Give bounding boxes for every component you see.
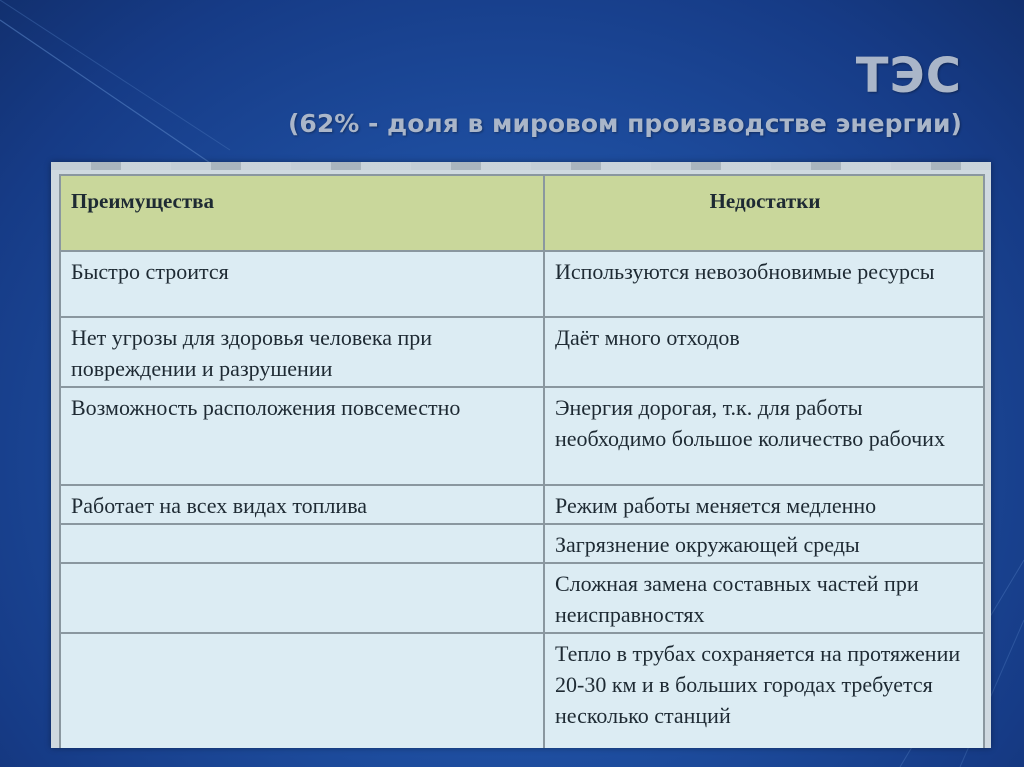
comparison-table-image	[51, 162, 991, 748]
pros-cons-table	[59, 174, 985, 748]
advantage-cell: Работает на всех видах топлива	[60, 485, 544, 524]
disadvantage-cell: Сложная замена составных частей при неисправностях	[544, 563, 984, 633]
advantage-cell: Нет угрозы для здоровья человека при повреждении и разрушении	[60, 317, 544, 387]
header-advantages: Преимущества	[60, 175, 544, 251]
advantage-cell	[60, 633, 544, 748]
slide-title-block	[288, 48, 962, 140]
advantage-cell: Быстро строится	[60, 251, 544, 317]
disadvantage-cell: Используются невозобновимые ресурсы	[544, 251, 984, 317]
cropped-text-remnant	[51, 162, 991, 170]
table-row	[60, 485, 984, 524]
disadvantage-cell: Энергия дорогая, т.к. для работы необходимо большое количество рабочих	[544, 387, 984, 485]
table-row	[60, 387, 984, 485]
table-header-row	[60, 175, 984, 251]
slide-subtitle: (62% - доля в мировом производстве энергии)	[288, 109, 962, 138]
table-row	[60, 633, 984, 748]
advantage-cell	[60, 524, 544, 563]
slide-title: ТЭС	[855, 48, 962, 104]
disadvantage-cell: Режим работы меняется медленно	[544, 485, 984, 524]
table-row	[60, 317, 984, 387]
disadvantage-cell: Даёт много отходов	[544, 317, 984, 387]
table-row	[60, 524, 984, 563]
header-disadvantages: Недостатки	[544, 175, 984, 251]
table-row	[60, 251, 984, 317]
disadvantage-cell: Загрязнение окружающей среды	[544, 524, 984, 563]
advantage-cell	[60, 563, 544, 633]
diagonal-line	[0, 0, 230, 150]
advantage-cell: Возможность расположения повсеместно	[60, 387, 544, 485]
disadvantage-cell: Тепло в трубах сохраняется на протяжении 20-30 км и в больших городах требуется несколько станций	[544, 633, 984, 748]
table-row	[60, 563, 984, 633]
